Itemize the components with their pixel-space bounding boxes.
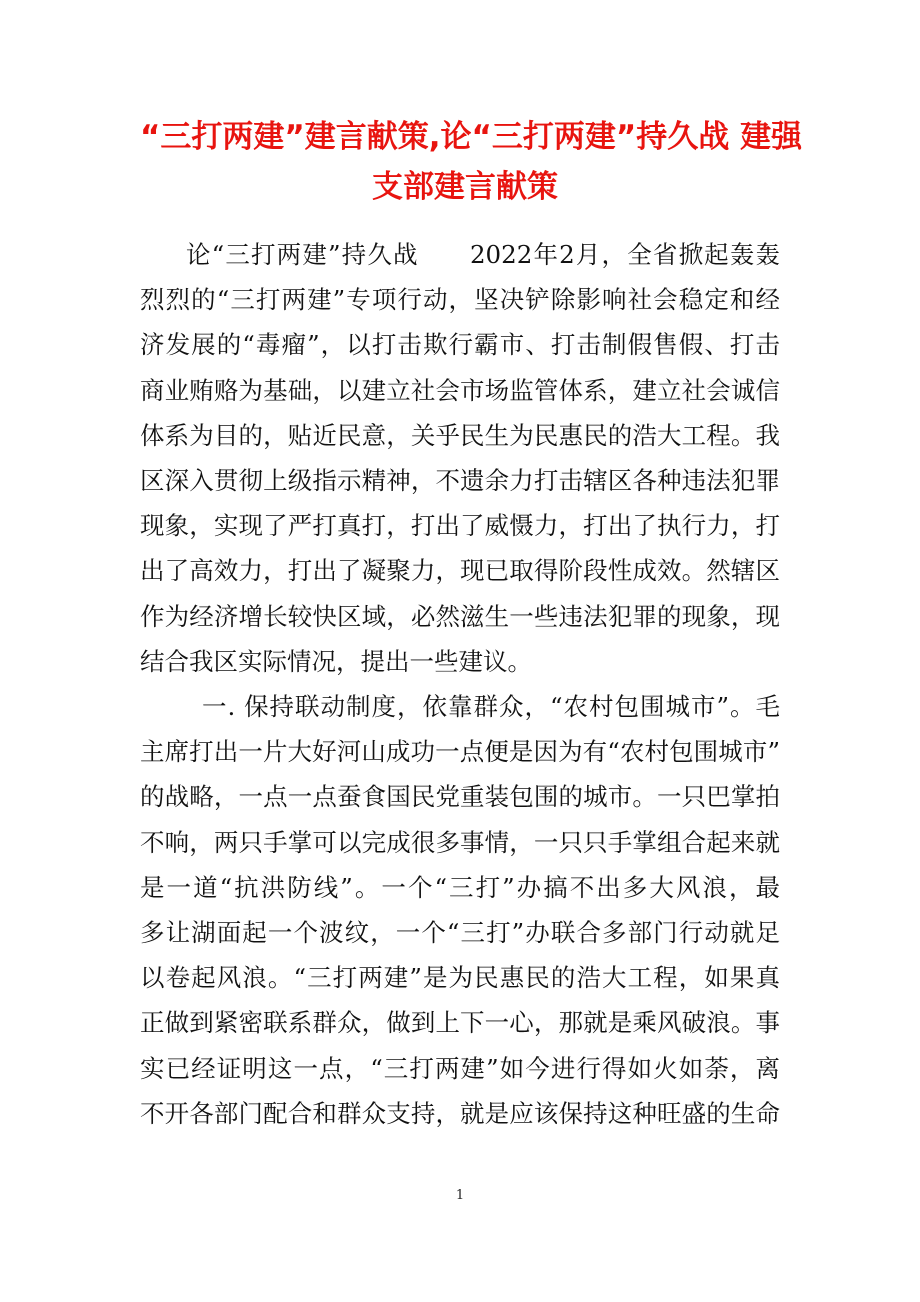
text-line: 实已经证明这一点，“三打两建”如今进行得如火如荼，离: [140, 1053, 780, 1083]
page-number: 1: [455, 1188, 465, 1203]
paragraph-intro: [140, 232, 780, 684]
document-body: [140, 232, 780, 1136]
text-line: 正做到紧密联系群众，做到上下一心，那就是乘风破浪。事: [140, 1008, 780, 1038]
text-line: 以卷起风浪。“三打两建”是为民惠民的浩大工程，如果真: [140, 963, 780, 993]
text-line: 结合我区实际情况，提出一些建议。: [140, 646, 532, 676]
text-line: 作为经济增长较快区域，必然滋生一些违法犯罪的现象，现: [140, 601, 780, 631]
text-line: 不响，两只手掌可以完成很多事情，一只只手掌组合起来就: [140, 827, 780, 857]
text-line: 烈烈的“三打两建”专项行动，坚决铲除影响社会稳定和经: [140, 285, 780, 315]
text-line: 现象，实现了严打真打，打出了威慑力，打出了执行力，打: [140, 511, 780, 541]
text-line: 是一道“抗洪防线”。一个“三打”办搞不出多大风浪，最: [140, 872, 780, 902]
text-line: 的战略，一点一点蚕食国民党重装包围的城市。一只巴掌拍: [140, 782, 780, 812]
text-line: 论“三打两建”持久战 2022年2月，全省掀起轰轰: [186, 240, 780, 269]
text-line: 多让湖面起一个波纹，一个“三打”办联合多部门行动就足: [140, 918, 780, 948]
text-line: 主席打出一片大好河山成功一点便是因为有“农村包围城市”: [140, 737, 780, 767]
text-line: 不开各部门配合和群众支持，就是应该保持这种旺盛的生命: [140, 1098, 780, 1128]
text-line: 区深入贯彻上级指示精神，不遗余力打击辖区各种违法犯罪: [140, 466, 780, 496]
title-line-1: “三打两建”建言献策,论“三打两建”持久战 建强: [140, 119, 803, 155]
title-line-2: 支部建言献策: [372, 169, 558, 205]
text-line: 济发展的“毒瘤”，以打击欺行霸市、打击制假售假、打击: [140, 330, 780, 360]
text-line: 出了高效力，打出了凝聚力，现已取得阶段性成效。然辖区: [140, 556, 780, 586]
text-line: 体系为目的，贴近民意，关乎民生为民惠民的浩大工程。我: [140, 420, 780, 450]
document-title: [140, 112, 803, 212]
paragraph-section-1: [140, 684, 780, 1136]
text-line: 一. 保持联动制度，依靠群众，“农村包围城市”。毛: [202, 692, 780, 722]
text-line: 商业贿赂为基础，以建立社会市场监管体系，建立社会诚信: [140, 375, 780, 405]
